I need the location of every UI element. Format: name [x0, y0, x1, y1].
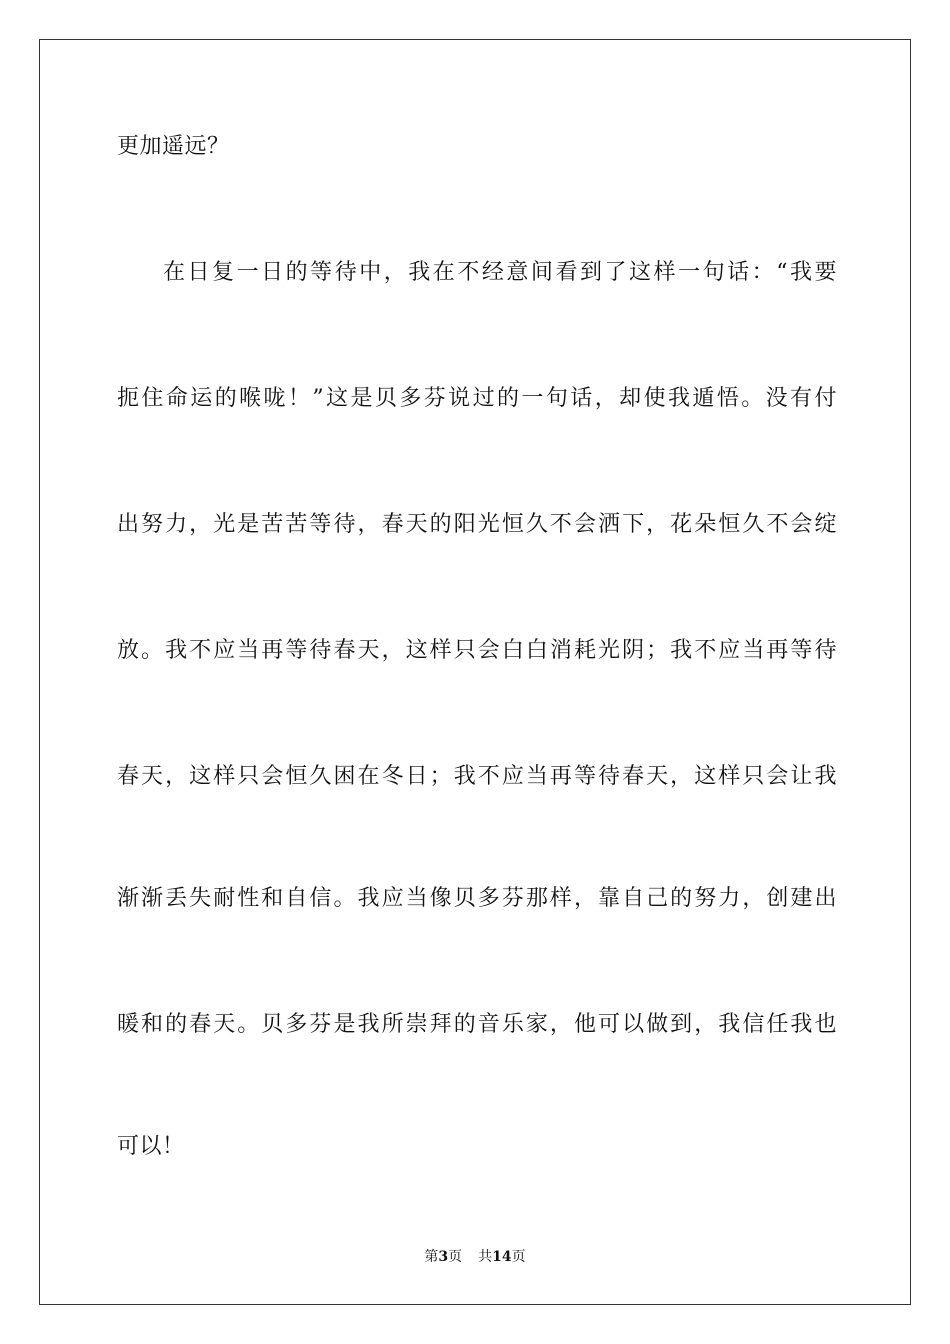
text-line-1: 更加遥远？ — [117, 134, 230, 159]
text-line-5: 放。我不应当再等待春天，这样只会白白消耗光阴；我不应当再等待 — [117, 638, 837, 663]
text-line-3: 扼住命运的喉咙！”这是贝多芬说过的一句话，却使我遁悟。没有付 — [117, 386, 837, 411]
text-line-4: 出努力，光是苦苦等待，春天的阳光恒久不会洒下，花朵恒久不会绽 — [117, 512, 837, 537]
footer-page-number: 3 — [438, 1249, 449, 1265]
page-footer — [0, 1247, 950, 1267]
page-border — [39, 39, 911, 1305]
footer-page-prefix: 第 — [424, 1249, 439, 1265]
text-line-8: 暖和的春天。贝多芬是我所崇拜的音乐家，他可以做到，我信任我也 — [117, 1012, 837, 1037]
text-line-7: 渐渐丢失耐性和自信。我应当像贝多芬那样，靠自己的努力，创建出 — [117, 886, 837, 911]
footer-total-pages: 14 — [492, 1249, 512, 1265]
text-line-6: 春天，这样只会恒久困在冬日；我不应当再等待春天，这样只会让我 — [117, 764, 837, 789]
footer-page-suffix: 页 — [448, 1249, 463, 1265]
footer-total-suffix: 页 — [511, 1249, 526, 1265]
text-line-9: 可以！ — [117, 1134, 185, 1159]
footer-total-prefix: 共 — [478, 1249, 493, 1265]
text-line-2: 在日复一日的等待中，我在不经意间看到了这样一句话：“我要 — [163, 260, 837, 285]
